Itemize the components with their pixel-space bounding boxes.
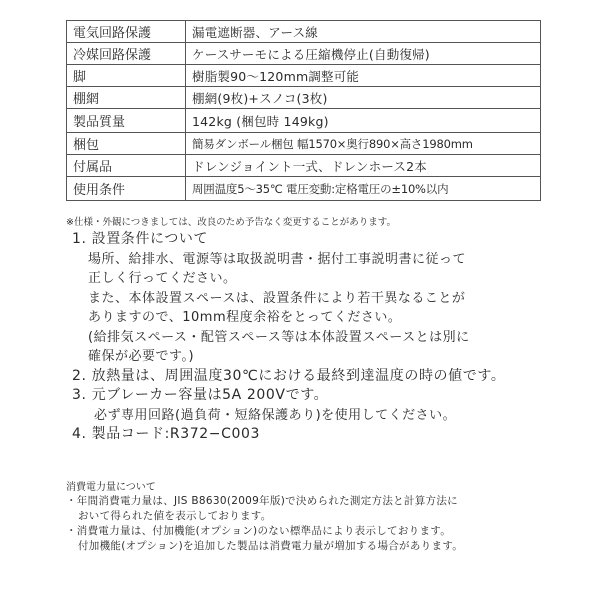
condition-text: 場所、給排水、電源等は取扱説明書・据付工事説明書に従って [88,251,467,267]
spec-value: ケースサーモによる圧縮機停止(自動復帰) [186,43,541,65]
table-row [67,43,541,65]
spec-label: 使用条件 [67,177,186,201]
spec-value: 周囲温度5〜35℃ 電圧変動:定格電圧の±10%以内 [186,177,541,201]
condition-text: 正しく行ってください。 [88,271,237,286]
condition-text: (給排気スペース・配管スペース等は本体設置スペースとは別に [88,329,470,345]
condition-text: 確保が必要です。) [88,349,195,364]
power-note-line: おいて得られた値を表示しております。 [78,510,272,522]
spec-label: 棚網 [67,87,186,109]
table-row [67,177,541,201]
condition-text: 必ず専用回路(過負荷・短絡保護あり)を使用してください。 [94,407,457,423]
spec-disclaimer: ※仕様・外観につきましては、改良のため予告なく変更することがあります。 [66,217,397,228]
condition-heading: 2. 放熱量は、周囲温度30℃における最終到達温度の時の値です。 [72,367,506,384]
condition-item-2 [72,367,592,387]
power-note-line: 付加機能(オプション)を追加した製品は消費電力量が増加する場合があります。 [78,540,464,552]
condition-heading: 1. 設置条件について [72,231,209,247]
table-row [67,109,541,133]
condition-item-1 [72,230,592,367]
condition-item-3 [72,386,592,425]
spec-label: 梱包 [67,133,186,155]
power-consumption-title: 消費電力量について [66,482,156,493]
spec-label: 脚 [67,65,186,87]
spec-table [66,20,541,201]
spec-value: 漏電遮断器、アース線 [186,21,541,43]
product-code: 4. 製品コード:R372−C003 [72,426,261,442]
spec-value: 142kg (梱包時 149kg) [186,109,541,133]
power-note-line: ・消費電力量は、付加機能(オプション)のない標準品により表示しております。 [66,525,452,537]
table-row [67,133,541,155]
table-row [67,155,541,177]
condition-text: ありますので、10mm程度余裕をとってください。 [88,310,402,325]
table-row [67,21,541,43]
condition-text: また、本体設置スペースは、設置条件により若干異なることが [88,290,466,306]
table-row [67,87,541,109]
condition-item-4 [72,425,592,445]
power-consumption-notes [66,494,586,554]
spec-value: ドレンジョイント一式、ドレンホース2本 [186,155,541,177]
spec-value: 樹脂製90〜120mm調整可能 [186,65,541,87]
power-note-line: ・年間消費電力量は、JIS B8630(2009年版)で決められた測定方法と計算方法に [66,495,458,507]
spec-label: 電気回路保護 [67,21,186,43]
spec-label: 冷媒回路保護 [67,43,186,65]
spec-label: 付属品 [67,155,186,177]
spec-value: 簡易ダンボール梱包 幅1570×奥行890×高さ1980mm [186,133,541,155]
spec-value: 棚網(9枚)+スノコ(3枚) [186,87,541,109]
condition-heading: 3. 元ブレーカー容量は5A 200Vです。 [72,387,329,403]
installation-conditions [72,230,592,445]
spec-label: 製品質量 [67,109,186,133]
table-row [67,65,541,87]
